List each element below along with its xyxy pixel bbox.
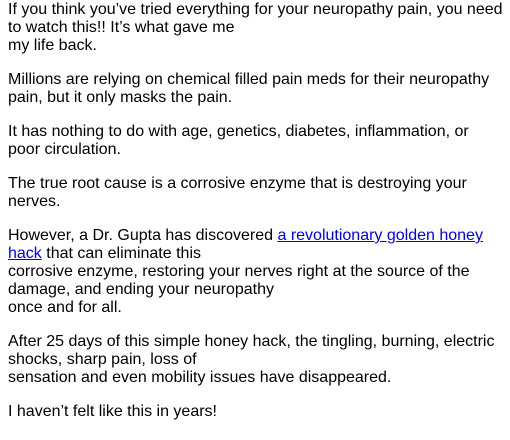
paragraph-text: that can eliminate this xyxy=(41,245,201,262)
paragraph-text: However, a Dr. Gupta has discovered xyxy=(8,227,278,244)
paragraph-text: If you think you’ve tried everything for your neuropathy pain, you need to watch this!! It’s what gave me xyxy=(8,1,503,36)
paragraph-text: my life back. xyxy=(8,37,97,54)
paragraph-text: The true root cause is a corrosive enzyme that is destroying your nerves. xyxy=(8,175,467,210)
paragraph-text: corrosive enzyme, restoring your nerves right at the source of the damage, and ending your neuropathy xyxy=(8,263,470,298)
paragraph-results xyxy=(8,333,504,387)
paragraph-discovery xyxy=(8,227,504,317)
paragraph-text: Millions are relying on chemical filled pain meds for their neuropathy pain, but it only masks the pain. xyxy=(8,71,490,106)
honey-hack-link[interactable]: a revolutionary golden honey hack xyxy=(8,227,483,262)
paragraph-closing xyxy=(8,403,504,421)
paragraph-text: After 25 days of this simple honey hack, the tingling, burning, electric shocks, sharp pain, loss of xyxy=(8,333,495,368)
paragraph-text: I haven’t felt like this in years! xyxy=(8,403,217,420)
paragraph-text: once and for all. xyxy=(8,299,122,316)
paragraph-pain-meds xyxy=(8,71,504,107)
paragraph-intro xyxy=(8,1,504,55)
paragraph-text: It has nothing to do with age, genetics, diabetes, inflammation, or poor circulation. xyxy=(8,123,469,158)
paragraph-root-cause xyxy=(8,175,504,211)
paragraph-text: sensation and even mobility issues have disappeared. xyxy=(8,369,392,386)
paragraph-not-age xyxy=(8,123,504,159)
